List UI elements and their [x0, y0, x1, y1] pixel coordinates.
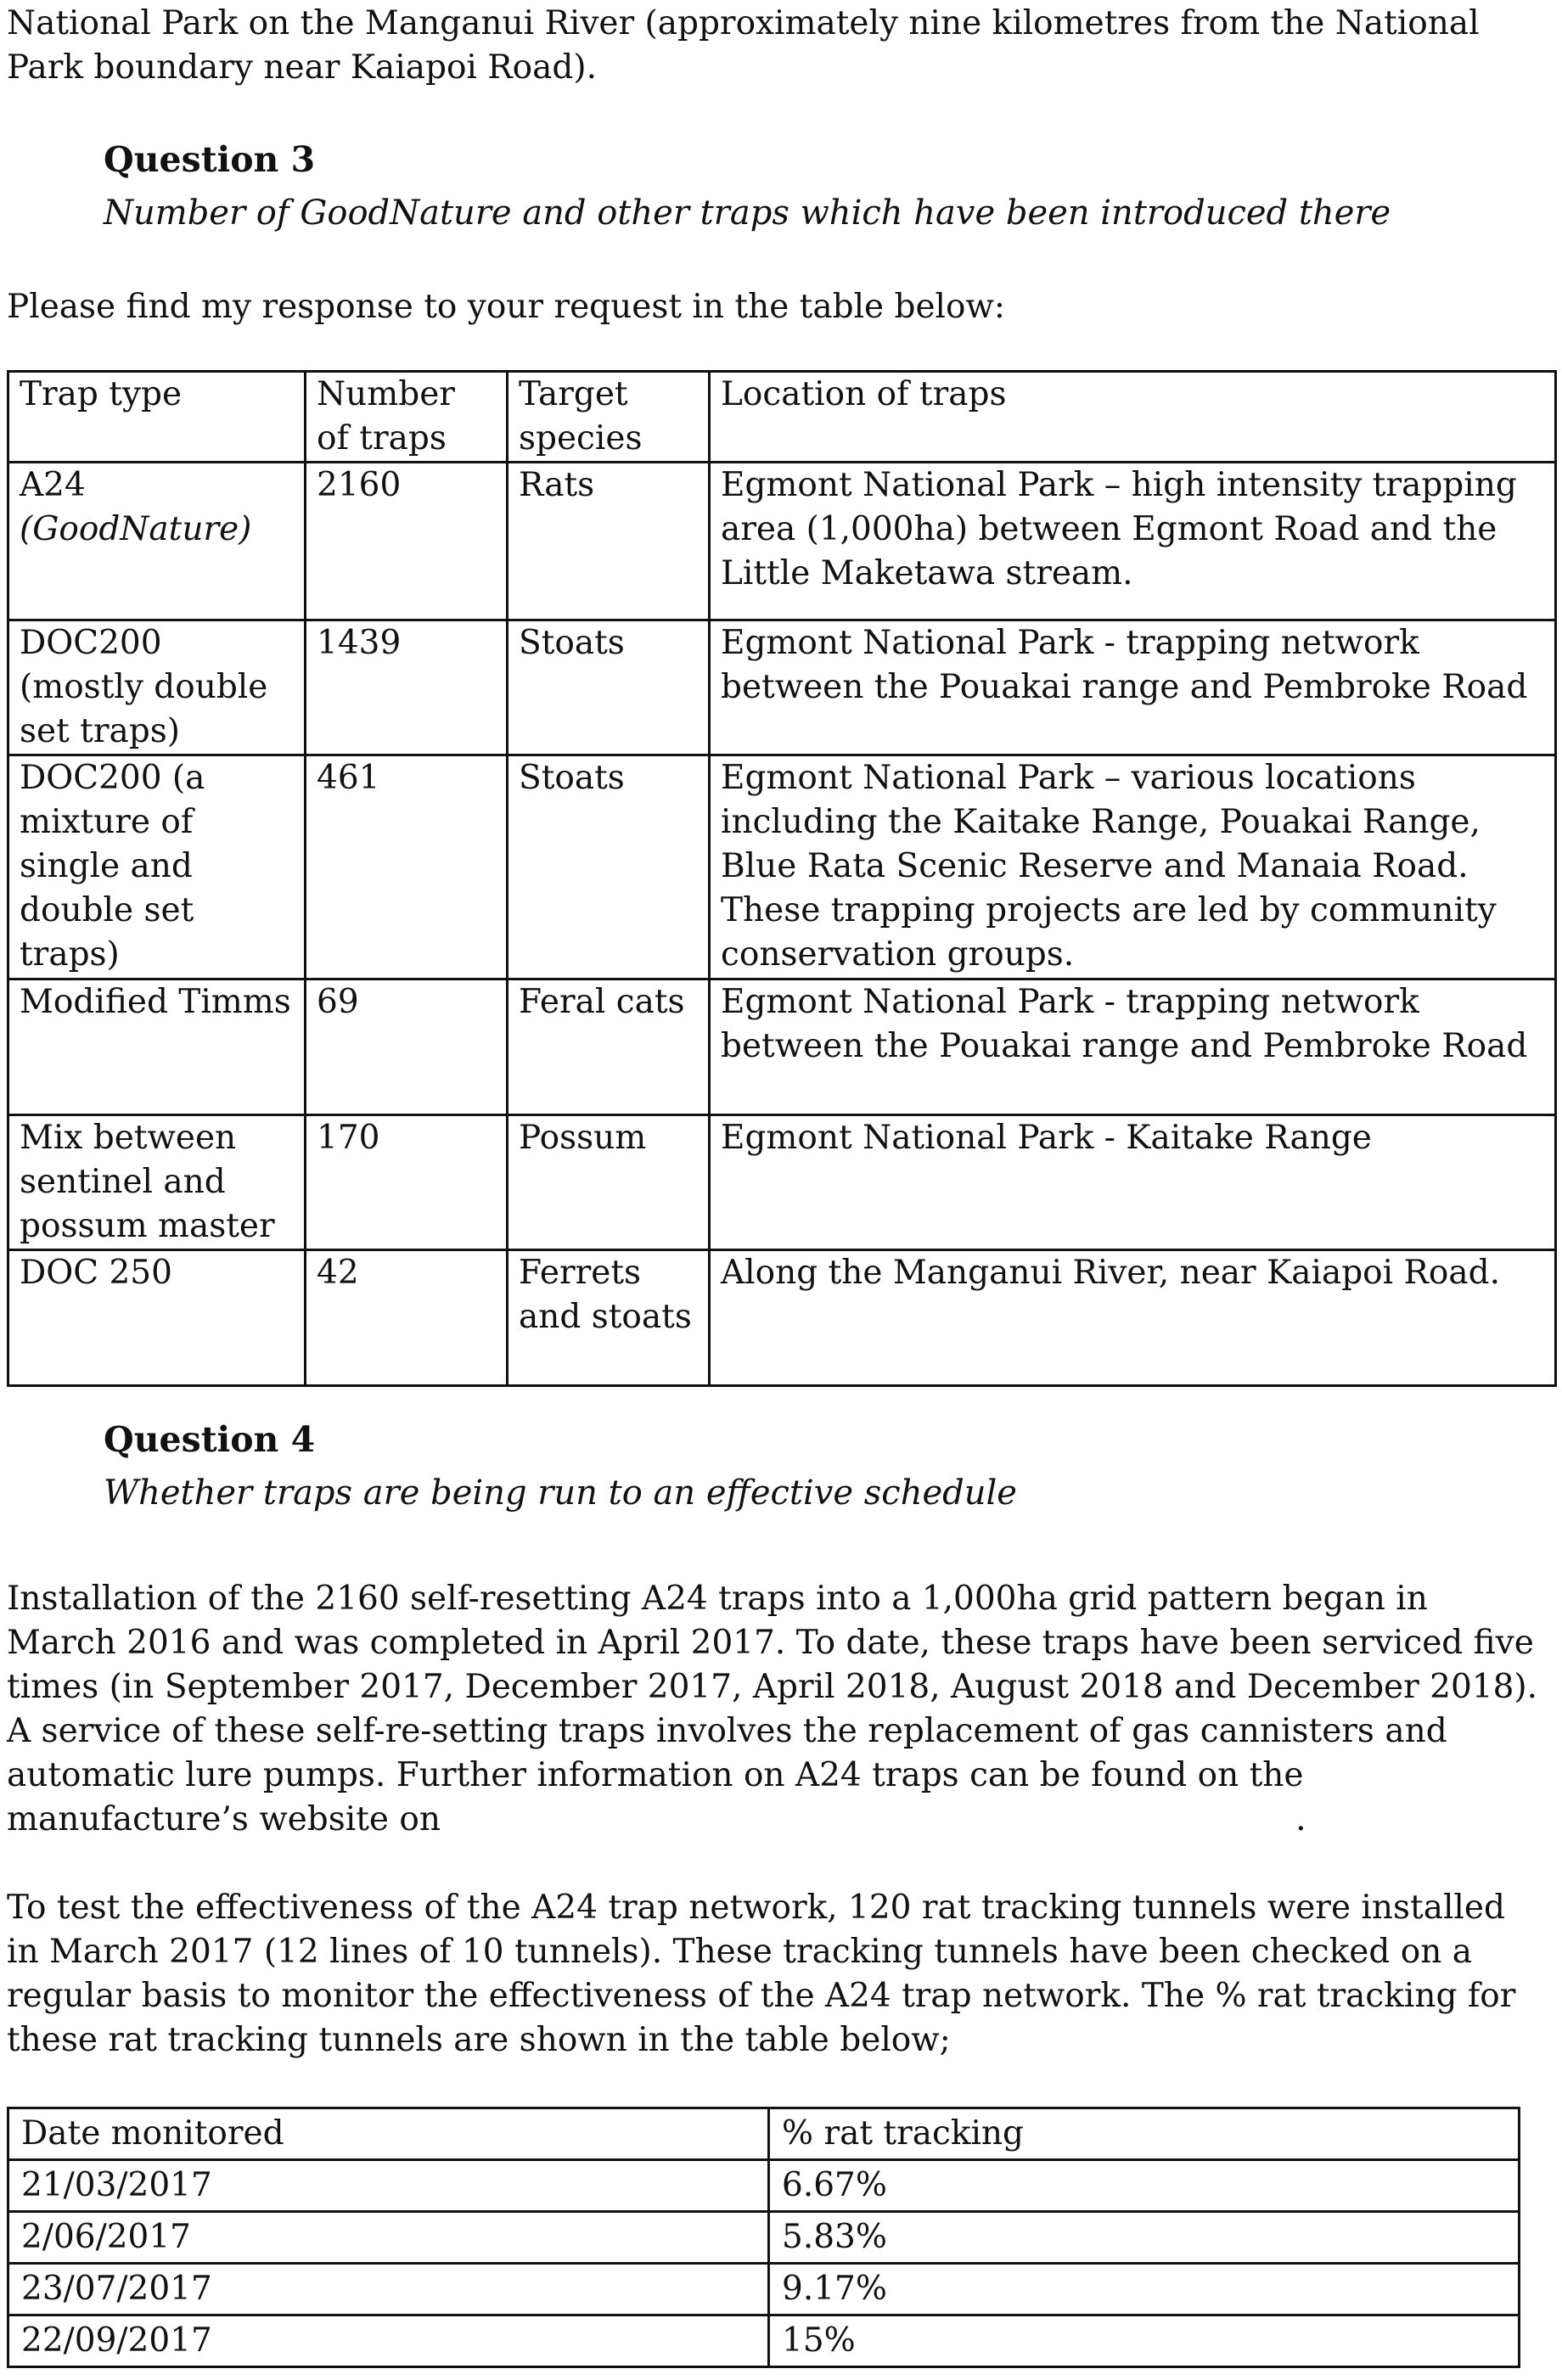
cell-trap-type: DOC 250: [8, 1250, 306, 1386]
header-rat-tracking: % rat tracking: [769, 2108, 1520, 2160]
cell-location: Egmont National Park - trapping network between the Pouakai range and Pembroke Road: [710, 620, 1556, 755]
question-3-title: Question 3: [104, 139, 316, 180]
cell-date: 21/03/2017: [8, 2160, 769, 2212]
table-row: [8, 463, 1556, 620]
table-row: [8, 2160, 1520, 2212]
table-row: [8, 620, 1556, 755]
cell-location: Egmont National Park – high intensity trapping area (1,000ha) between Egmont Road and the Little Maketawa stream.: [710, 463, 1556, 620]
question-4-title: Question 4: [104, 1419, 316, 1460]
cell-percent: 5.83%: [769, 2212, 1520, 2264]
cell-date: 2/06/2017: [8, 2212, 769, 2264]
question-4-paragraph-1: Installation of the 2160 self-resetting A24 traps into a 1,000ha grid pattern began in March 2016 and was completed in April 2017. To date, these traps have been serviced five times (in September 2017, December 2017, April 2018, August 2018 and December 2018). A service of these self-re-setting traps involves the replacement of gas cannisters and automatic lure pumps. Further information on A24 traps can be found on the manufacture’s website on: [7, 1580, 1538, 1838]
cell-location: Egmont National Park - trapping network between the Pouakai range and Pembroke Road: [710, 980, 1556, 1115]
cell-number: 461: [306, 755, 508, 980]
cell-trap-type: A24 (GoodNature): [8, 463, 306, 620]
header-date-monitored: Date monitored: [8, 2108, 769, 2160]
cell-percent: 6.67%: [769, 2160, 1520, 2212]
cell-species: Feral cats: [508, 980, 710, 1115]
cell-species: Stoats: [508, 755, 710, 980]
rat-tracking-table: [7, 2107, 1520, 2368]
header-trap-type: Trap type: [8, 372, 306, 463]
cell-species: Ferrets and stoats: [508, 1250, 710, 1386]
cell-number: 2160: [306, 463, 508, 620]
cell-date: 22/09/2017: [8, 2315, 769, 2367]
cell-number: 170: [306, 1115, 508, 1250]
cell-species: Rats: [508, 463, 710, 620]
tracking-table-header: [8, 2108, 1520, 2160]
question-3-lead: Please find my response to your request in the table below:: [7, 288, 1006, 326]
table-row: [8, 1115, 1556, 1250]
cell-trap-brand: (GoodNature): [20, 510, 252, 548]
cell-number: 69: [306, 980, 508, 1115]
header-target-species: Target species: [508, 372, 710, 463]
cell-number: 1439: [306, 620, 508, 755]
cell-trap-type: DOC200 (mostly double set traps): [8, 620, 306, 755]
trap-table-header: [8, 372, 1556, 463]
cell-species: Stoats: [508, 620, 710, 755]
cell-location: Along the Manganui River, near Kaiapoi Road.: [710, 1250, 1556, 1386]
intro-line-1: National Park on the Manganui River (approximately nine kilometres from the National: [7, 4, 1480, 42]
cell-percent: 15%: [769, 2315, 1520, 2367]
table-row: [8, 980, 1556, 1115]
trap-table: [7, 370, 1557, 1387]
table-row: [8, 2315, 1520, 2367]
cell-species: Possum: [508, 1115, 710, 1250]
table-row: [8, 1250, 1556, 1386]
table-row: [8, 755, 1556, 980]
header-location: Location of traps: [710, 372, 1556, 463]
table-row: [8, 2264, 1520, 2315]
header-number-of-traps: Number of traps: [306, 372, 508, 463]
cell-trap-type: Modified Timms: [8, 980, 306, 1115]
cell-location: Egmont National Park – various locations including the Kaitake Range, Pouakai Range, Blue Rata Scenic Reserve and Manaia Road. These trapping projects are led by community conservation groups.: [710, 755, 1556, 980]
question-4-subtitle: Whether traps are being run to an effective schedule: [104, 1473, 1017, 1513]
cell-number: 42: [306, 1250, 508, 1386]
period-mark: .: [1295, 1799, 1306, 1838]
cell-location: Egmont National Park - Kaitake Range: [710, 1115, 1556, 1250]
question-3-subtitle: Number of GoodNature and other traps which have been introduced there: [104, 194, 1391, 233]
cell-trap-type: Mix between sentinel and possum master: [8, 1115, 306, 1250]
cell-date: 23/07/2017: [8, 2264, 769, 2315]
table-row: [8, 2212, 1520, 2264]
cell-trap-type: DOC200 (a mixture of single and double set traps): [8, 755, 306, 980]
intro-line-2: Park boundary near Kaiapoi Road).: [7, 48, 597, 87]
question-4-paragraph-2: To test the effectiveness of the A24 trap network, 120 rat tracking tunnels were installed in March 2017 (12 lines of 10 tunnels). These tracking tunnels have been checked on a regular basis to monitor the effectiveness of the A24 trap network. The % rat tracking for these rat tracking tunnels are shown in the table below;: [7, 1889, 1516, 2059]
cell-percent: 9.17%: [769, 2264, 1520, 2315]
